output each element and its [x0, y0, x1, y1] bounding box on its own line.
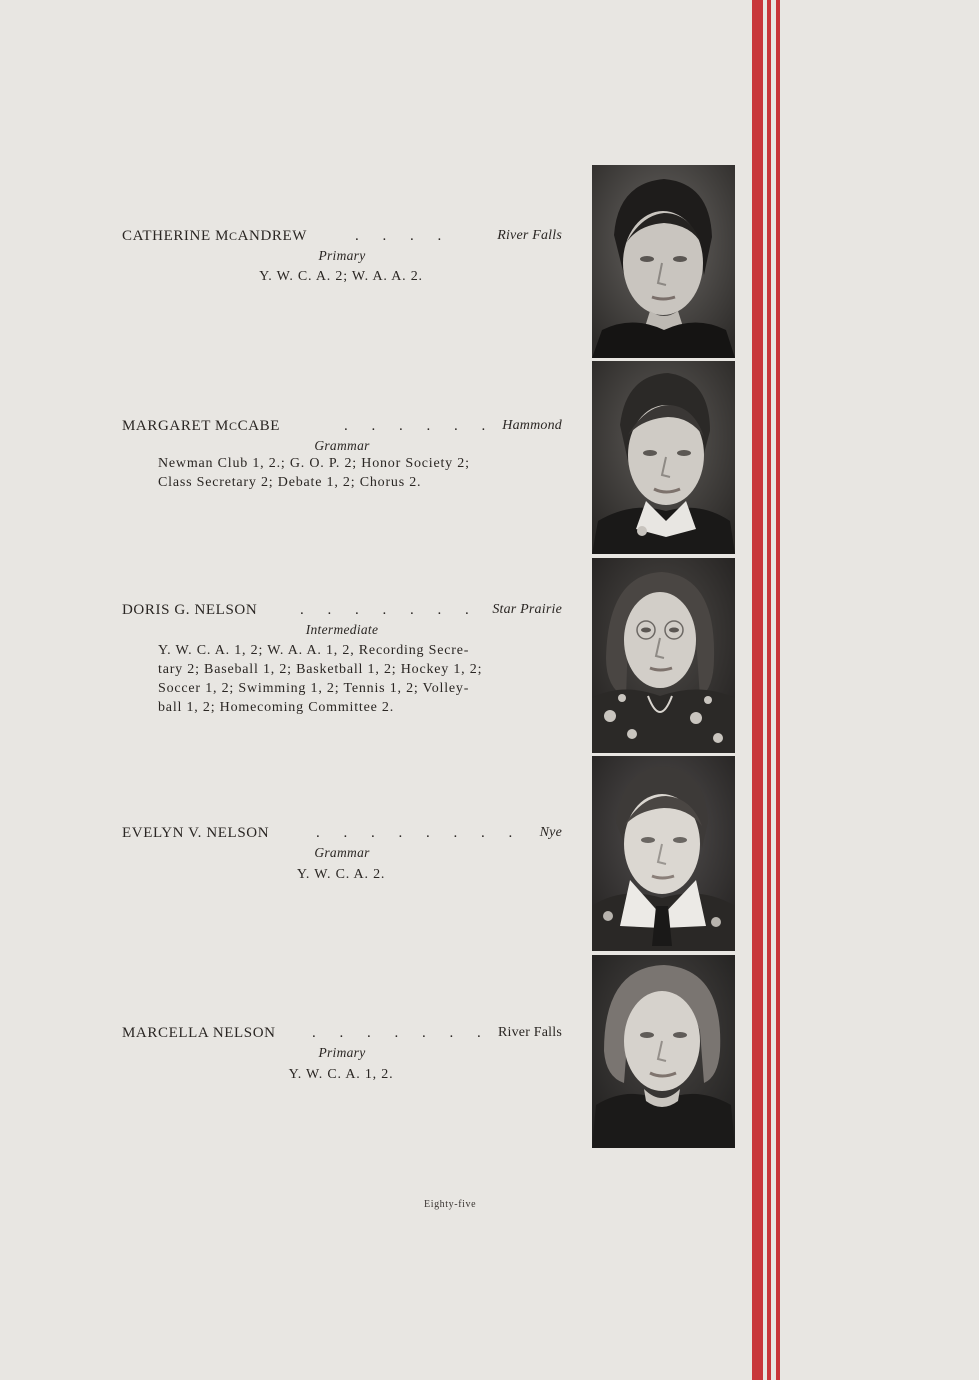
- portrait-photo: [592, 558, 735, 753]
- activities-line: Newman Club 1, 2.; G. O. P. 2; Honor Society 2;: [158, 456, 470, 471]
- portrait-photo: [592, 955, 735, 1148]
- leader-dots: . . . . . . .: [312, 1025, 491, 1041]
- activities-line: ball 1, 2; Homecoming Committee 2.: [158, 700, 395, 715]
- activities: Y. W. C. A. 2.: [296, 867, 386, 882]
- course: Grammar: [314, 845, 370, 860]
- leader-dots: . . . . . . .: [300, 602, 479, 618]
- course: Primary: [318, 1045, 366, 1060]
- hometown: River Falls: [497, 228, 562, 243]
- activities: [158, 641, 526, 717]
- hometown: Hammond: [502, 418, 562, 433]
- activities-line: Class Secretary 2; Debate 1, 2; Chorus 2.: [158, 475, 422, 490]
- portrait-photo: [592, 756, 735, 951]
- student-name: MARCELLA NELSON: [122, 1025, 276, 1041]
- student-entry: [122, 825, 562, 884]
- course: Grammar: [314, 438, 370, 453]
- name-line: [122, 602, 562, 622]
- student-name: EVELYN V. NELSON: [122, 825, 270, 841]
- course: Intermediate: [305, 622, 379, 637]
- leader-dots: . . . . . . . .: [316, 825, 523, 841]
- student-entry: [122, 228, 562, 286]
- leader-dots: . . . .: [355, 228, 452, 244]
- student-entry: [122, 602, 562, 717]
- hometown: Nye: [539, 825, 562, 840]
- red-rule-thin: [767, 0, 771, 1380]
- name-line: [122, 825, 562, 845]
- name-line: [122, 418, 562, 438]
- red-rule-thick: [752, 0, 763, 1380]
- student-name: CATHERINE MCANDREW: [122, 228, 308, 244]
- portrait-photo: [592, 165, 735, 358]
- name-line: [122, 1025, 562, 1045]
- page-number: Eighty-five: [424, 1199, 477, 1210]
- hometown: Star Prairie: [492, 602, 562, 617]
- leader-dots: . . . . . .: [344, 418, 496, 434]
- activities: Y. W. C. A. 1, 2.: [288, 1067, 394, 1082]
- activities-line: Soccer 1, 2; Swimming 1, 2; Tennis 1, 2; Volley-: [158, 681, 470, 696]
- hometown: River Falls: [497, 1025, 562, 1040]
- portrait-photo: [592, 361, 735, 554]
- activities-line: Y. W. C. A. 1, 2; W. A. A. 1, 2, Recording Secre-: [158, 643, 470, 658]
- student-name: MARGARET MCCABE: [122, 418, 281, 434]
- student-entry: [122, 418, 562, 492]
- name-line: [122, 228, 562, 248]
- student-name: DORIS G. NELSON: [122, 602, 258, 618]
- student-entry: [122, 1025, 562, 1084]
- activities-line: tary 2; Baseball 1, 2; Basketball 1, 2; Hockey 1, 2;: [158, 662, 483, 677]
- red-rule-thin: [776, 0, 780, 1380]
- course: Primary: [318, 248, 366, 263]
- activities: Y. W. C. A. 2; W. A. A. 2.: [259, 269, 423, 284]
- activities: [158, 454, 526, 492]
